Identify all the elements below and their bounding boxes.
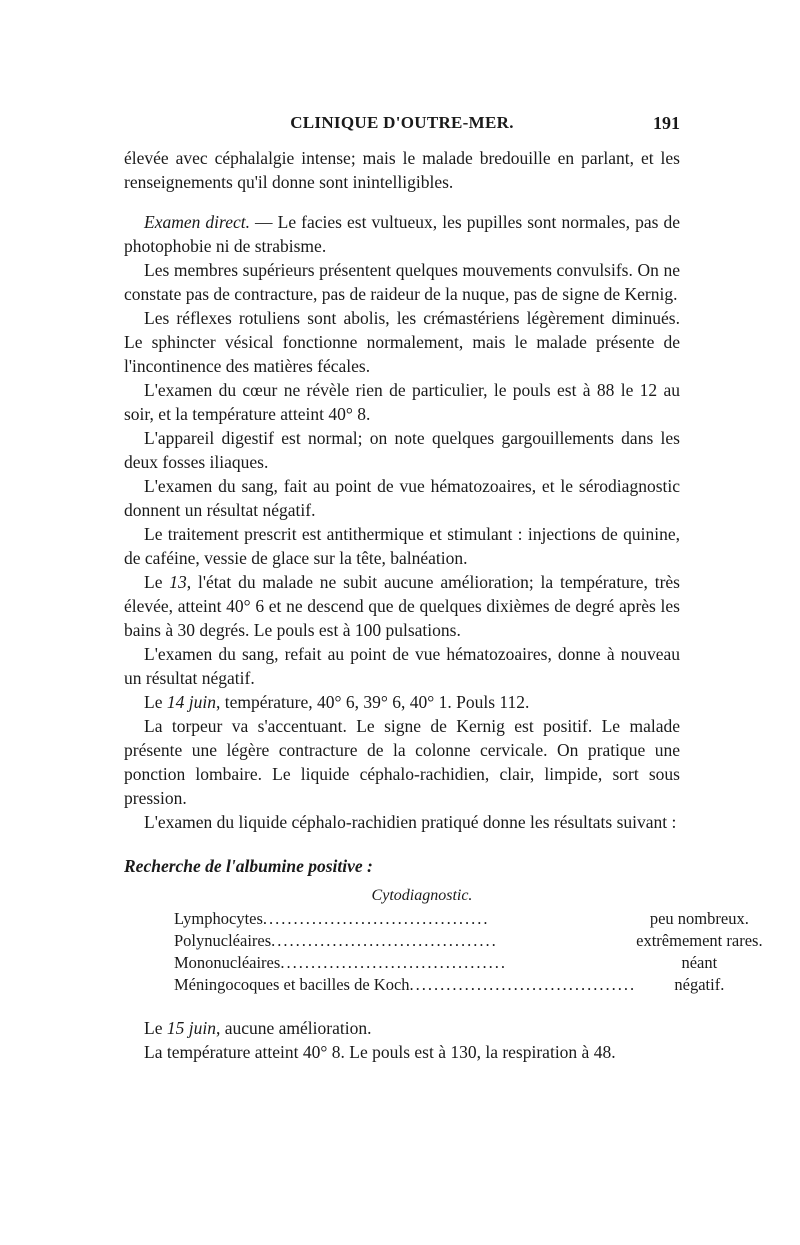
leader-dots: .....................................: [409, 975, 637, 994]
table-row: [174, 930, 763, 952]
paragraph-sang: L'examen du sang, fait au point de vue hématozoaires, et le sérodiagnostic donnent un résultat négatif.: [124, 476, 680, 520]
row-value: négatif.: [674, 975, 725, 994]
paragraph-torpeur: La torpeur va s'accentuant. Le signe de Kernig est positif. Le malade présente une légère contracture de la colonne cervicale. On pratique une ponction lombaire. Le liquide céphalo-rachidien, clair, limpide, sort sous pression.: [124, 716, 680, 808]
paragraph-text: , température, 40° 6, 39° 6, 40° 1. Pouls 112.: [215, 692, 530, 712]
row-label: Polynucléaires: [174, 931, 272, 950]
paragraph-liquide: L'examen du liquide céphalo-rachidien pratiqué donne les résultats suivant :: [144, 812, 677, 832]
paragraph-membres: Les membres supérieurs présentent quelques mouvements convulsifs. On ne constate pas de contracture, pas de raideur de la nuque, pas de signe de Kernig.: [124, 260, 680, 304]
run-in-heading: Examen direct.: [144, 212, 250, 232]
body-text: [124, 146, 763, 1064]
row-value: extrêmement rares.: [636, 931, 763, 950]
paragraph-coeur: L'examen du cœur ne révèle rien de particulier, le pouls est à 88 le 12 au soir, et la température atteint 40° 8.: [124, 380, 680, 424]
paragraph-text: Le: [144, 1018, 167, 1038]
table-caption: Cytodiagnostic.: [371, 887, 473, 904]
paragraph-traitement: Le traitement prescrit est antithermique et stimulant : injections de quinine, de caféine, vessie de glace sur la tête, balnéation.: [124, 524, 680, 568]
paragraph-text: Le: [144, 572, 170, 592]
row-label: Mononucléaires: [174, 953, 281, 972]
paragraph-le-13: [124, 570, 680, 642]
date-text: 15 juin: [166, 1018, 216, 1038]
paragraph-examen-direct: [124, 210, 680, 258]
page-number: 191: [653, 113, 680, 133]
leader-dots: .....................................: [280, 953, 507, 972]
leader-dots: .....................................: [271, 931, 498, 950]
section-heading-albumine: Recherche de l'albumine positive :: [124, 856, 373, 876]
date-text: 13: [169, 572, 187, 592]
paragraph-reflexes: Les réflexes rotuliens sont abolis, les crémastériens légèrement diminués. Le sphincter vésical fonctionne normalement, mais le malade présente de l'incontinence des matières fécales.: [124, 308, 680, 376]
paragraph-text: , l'état du malade ne subit aucune amélioration; la température, très élevée, atteint 40° 6 et ne descend que de quelques dixièmes de degré après les bains à 30 degrés. Le pouls est à 100 pulsations.: [124, 572, 680, 640]
running-title: CLINIQUE D'OUTRE-MER.: [290, 113, 514, 132]
paragraph-continuation: élevée avec céphalalgie intense; mais le malade bredouille en parlant, et les renseignements qu'il donne sont inintelligibles.: [124, 148, 680, 192]
cytodiagnostic-table: [174, 908, 763, 996]
date-text: 14 juin: [166, 692, 216, 712]
paragraph-text: , aucune amélioration.: [215, 1018, 372, 1038]
paragraph-digestif: L'appareil digestif est normal; on note quelques gargouillements dans les deux fosses iliaques.: [124, 428, 680, 472]
row-value: néant: [681, 953, 718, 972]
row-label: Méningocoques et bacilles de Koch: [174, 975, 410, 994]
table-row: [174, 908, 763, 930]
leader-dots: .....................................: [262, 909, 490, 928]
table-row: [174, 952, 763, 974]
paragraph-sang-refait: L'examen du sang, refait au point de vue hématozoaires, donne à nouveau un résultat négatif.: [124, 644, 680, 688]
paragraph-temperature: La température atteint 40° 8. Le pouls est à 130, la respiration à 48.: [144, 1042, 616, 1062]
table-row: [174, 974, 763, 996]
paragraph-text: — Le facies est vultueux, les pupilles sont normales, pas de photophobie ni de strabisme.: [124, 212, 680, 256]
paragraph-14-juin: [124, 690, 680, 714]
row-value: peu nombreux.: [649, 909, 749, 928]
paragraph-text: Le: [144, 692, 167, 712]
running-head: [124, 113, 680, 141]
row-label: Lymphocytes: [174, 909, 263, 928]
paragraph-15-juin: [124, 1016, 680, 1040]
